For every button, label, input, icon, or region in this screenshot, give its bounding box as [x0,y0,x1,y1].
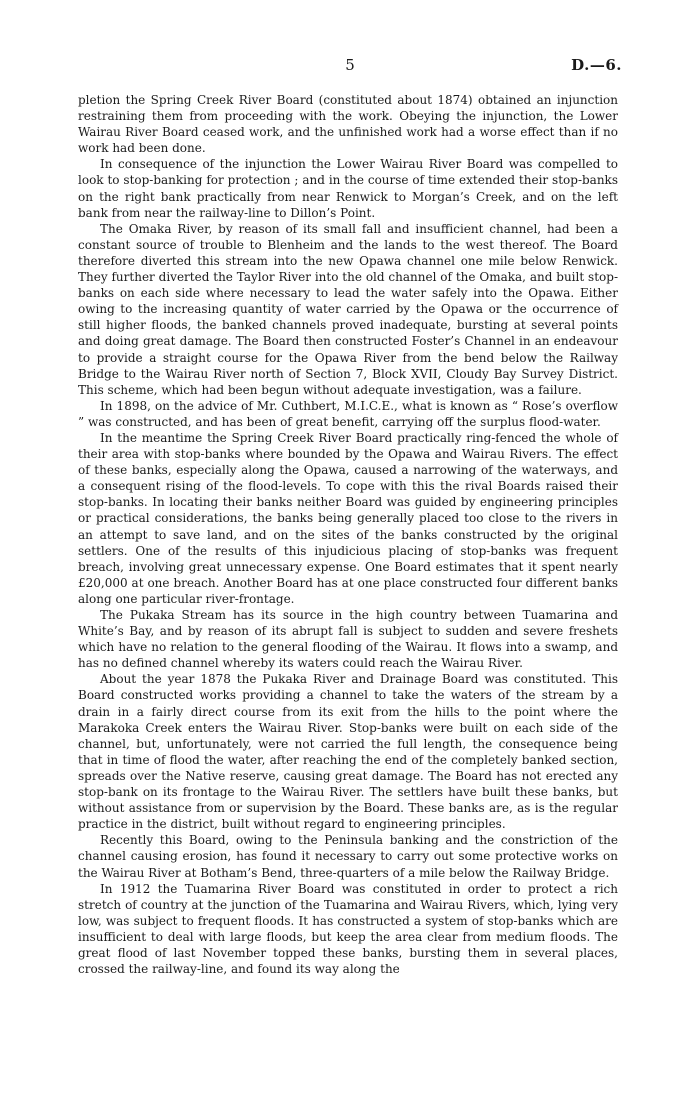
paragraph: In the meantime the Spring Creek River Board practically ring-fenced the whole of their area with stop-banks where bounded by the Opawa and Wairau Rivers. The effect of these banks, especially along the Opawa, caused a narrowing of the waterways, and a consequent rising of the flood-levels. To cope with this the rival Boards raised their stop-banks. In locating their banks neither Board was guided by engineering principles or practical considerations, the banks being generally placed too close to the rivers in an attempt to save land, and on the sites of the banks constructed by the original settlers. One of the results of this injudicious placing of stop-banks was frequent breach, involving great unnecessary expense. One Board estimates that it spent nearly £20,000 at one breach. Another Board has at one place constructed four different banks along one particular river-frontage. [78,430,618,606]
paragraph: In consequence of the injunction the Lower Wairau River Board was compelled to look to stop-banking for protection ; and in the course of time extended their stop-banks on the right bank practically from near Renwick to Morgan’s Creek, and on the left bank from near the railway-line to Dillon’s Point. [78,157,618,220]
paragraph: Recently this Board, owing to the Peninsula banking and the constriction of the channel causing erosion, has found it necessary to carry out some protective works on the Wairau River at Botham’s Bend, three-quarters of a mile below the Railway Bridge. [78,833,618,880]
page-number: 5 [345,56,355,74]
paragraph: About the year 1878 the Pukaka River and Drainage Board was constituted. This Board constructed works providing a channel to take the waters of the stream by a drain in a fairly direct course from its exit from the hills to the point where the Marakoka Creek enters the Wairau River. Stop-banks were built on each side of the channel, but, unfortunately, were not carried the full length, the consequence being that in time of flood the water, after reaching the end of the completely banked section, spreads over the Native reserve, causing great damage. The Board has not erected any stop-bank on its frontage to the Wairau River. The settlers have built these banks, but without assistance from or supervision by the Board. These banks are, as is the regular practice in the district, built without regard to engineering principles. [78,672,618,832]
paragraph: pletion the Spring Creek River Board (constituted about 1874) obtained an injunction restraining them from proceeding with the work. Obeying the injunction, the Lower Wairau River Board ceased work, and the unfinished work had a worse effect than if no work had been done. [78,93,618,156]
paragraph: The Pukaka Stream has its source in the high country between Tuamarina and White’s Bay, and by reason of its abrupt fall is subject to sudden and severe freshets which have no relation to the general flooding of the Wairau. It flows into a swamp, and has no defined channel whereby its waters could reach the Wairau River. [78,608,618,671]
paragraph: The Omaka River, by reason of its small fall and insufficient channel, had been a constant source of trouble to Blenheim and the lands to the west thereof. The Board therefore diverted this stream into the new Opawa channel one mile below Renwick. They further diverted the Taylor River into the old channel of the Omaka, and built stop-banks on each side where necessary to lead the water safely into the Opawa. Either owing to the increasing quantity of water carried by the Opawa or the occurrence of still higher floods, the banked channels proved inadequate, bursting at several points and doing great damage. The Board then constructed Foster’s Channel in an endeavour to provide a straight course for the Opawa River from the bend below the Railway Bridge to the Wairau River north of Section 7, Block XVII, Cloudy Bay Survey District. This scheme, which had been begun without adequate investigation, was a failure. [78,221,618,397]
paragraph: In 1898, on the advice of Mr. Cuthbert, M.I.C.E., what is known as “ Rose’s overflow ” was constructed, and has been of great benefit, carrying off the surplus flood-water. [78,398,618,429]
document-reference: D.—6. [571,56,622,74]
paragraph: In 1912 the Tuamarina River Board was constituted in order to protect a rich stretch of country at the junction of the Tuamarina and Wairau Rivers, which, lying very low, was subject to frequent floods. It has constructed a system of stop-banks which are insufficient to deal with large floods, but keep the area clear from medium floods. The great flood of last November topped these banks, bursting them in several places, crossed the railway-line, and found its way along the [78,881,618,977]
body-text [78,92,618,977]
